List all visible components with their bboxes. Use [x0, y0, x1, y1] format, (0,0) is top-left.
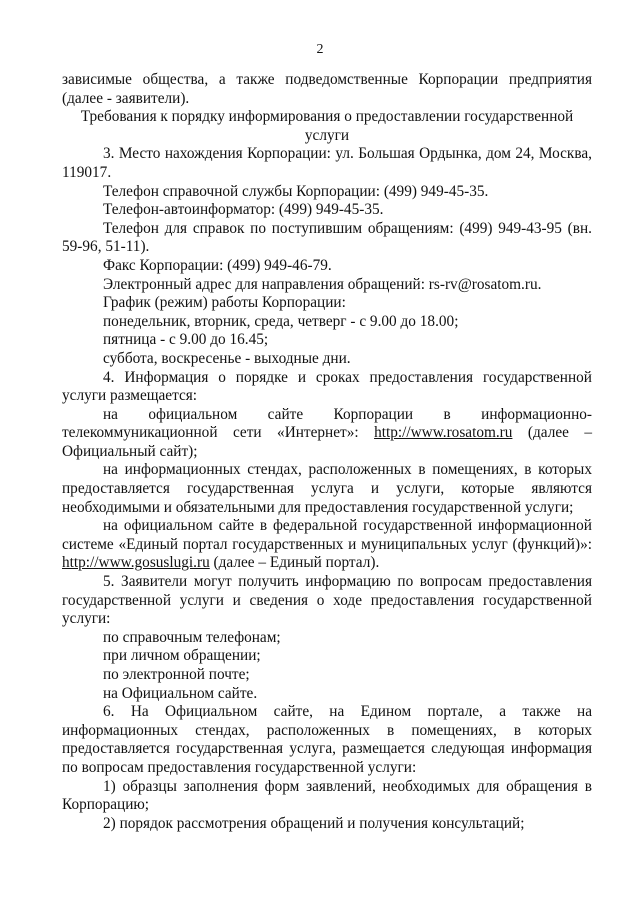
email-line: Электронный адрес для направления обращений: rs-rv@rosatom.ru.: [103, 275, 542, 293]
paragraph-3: 3. Место нахождения Корпорации: ул. Большая Ордынка, дом 24, Москва, 119017.: [62, 145, 592, 181]
fax-line: Факс Корпорации: (499) 949-46-79.: [103, 256, 332, 274]
paragraph-4a-line1: на официальном сайте Корпорации в информационно-: [103, 405, 592, 423]
paragraph-4b: на информационных стендах, расположенных в помещениях, в которых предоставляется государственная услуга и услуги, которые являются необходимыми и обязательными для предоставления государственной услуги;: [62, 461, 592, 516]
gosuslugi-link[interactable]: http://www.gosuslugi.ru: [62, 554, 210, 572]
paragraph-4c-post: (далее – Единый портал).: [209, 554, 380, 572]
section-title: Требования к порядку информирования о предоставлении государственной услуги: [80, 108, 574, 144]
paragraph-6: 6. На Официальном сайте, на Едином портале, а также на информационных стендах, расположенных в помещениях, в которых предоставляется государственная услуга, размещается следующая информация по вопросам предоставления государственной услуги:: [62, 703, 592, 776]
intro-paragraph: зависимые общества, а также подведомственные Корпорации предприятия (далее - заявители).: [62, 71, 592, 107]
schedule-title: График (режим) работы Корпорации:: [103, 294, 346, 312]
list-item: по электронной почте;: [103, 666, 250, 683]
phone-requests-line: Телефон для справок по поступившим обращениям: (499) 949-43-95 (вн. 59-96, 51-11).: [62, 219, 592, 256]
list-item: по справочным телефонам;: [103, 628, 281, 646]
paragraph-4: 4. Информация о порядке и сроках предоставления государственной услуги размещается:: [62, 368, 592, 405]
paragraph-6-item-2: 2) порядок рассмотрения обращений и получения консультаций;: [103, 814, 525, 832]
paragraph-4a-line2: [62, 424, 592, 461]
paragraph-5: 5. Заявители могут получить информацию по вопросам предоставления государственной услуги и сведения о ходе предоставления государственной услуги:: [62, 573, 592, 628]
paragraph-6-item-1: 1) образцы заполнения форм заявлений, необходимых для обращения в Корпорацию;: [62, 777, 592, 814]
rosatom-link[interactable]: http://www.rosatom.ru: [374, 424, 513, 442]
page-number: 2: [316, 42, 324, 57]
list-item: на Официальном сайте.: [103, 684, 258, 702]
paragraph-4c: [62, 517, 592, 573]
schedule-mon-thu: понедельник, вторник, среда, четверг - с 9.00 до 18.00;: [103, 312, 459, 330]
paragraph-4c-pre: на официальном сайте в федеральной государственной информационной системе «Единый портал государственных и муниципальных услуг (функций)»:: [62, 517, 592, 553]
schedule-weekend: суббота, воскресенье - выходные дни.: [103, 349, 351, 367]
phone-auto-line: Телефон-автоинформатор: (499) 949-45-35.: [103, 201, 384, 219]
paragraph-4a-pre: телекоммуникационной сети «Интернет»:: [62, 424, 375, 442]
schedule-fri: пятница - с 9.00 до 16.45;: [103, 331, 269, 349]
paragraph-4a-post: (далее – Официальный сайт);: [62, 424, 592, 460]
document-body: [62, 71, 592, 833]
list-item: при личном обращении;: [103, 647, 261, 665]
phone-help-line: Телефон справочной службы Корпорации: (499) 949-45-35.: [103, 182, 489, 200]
